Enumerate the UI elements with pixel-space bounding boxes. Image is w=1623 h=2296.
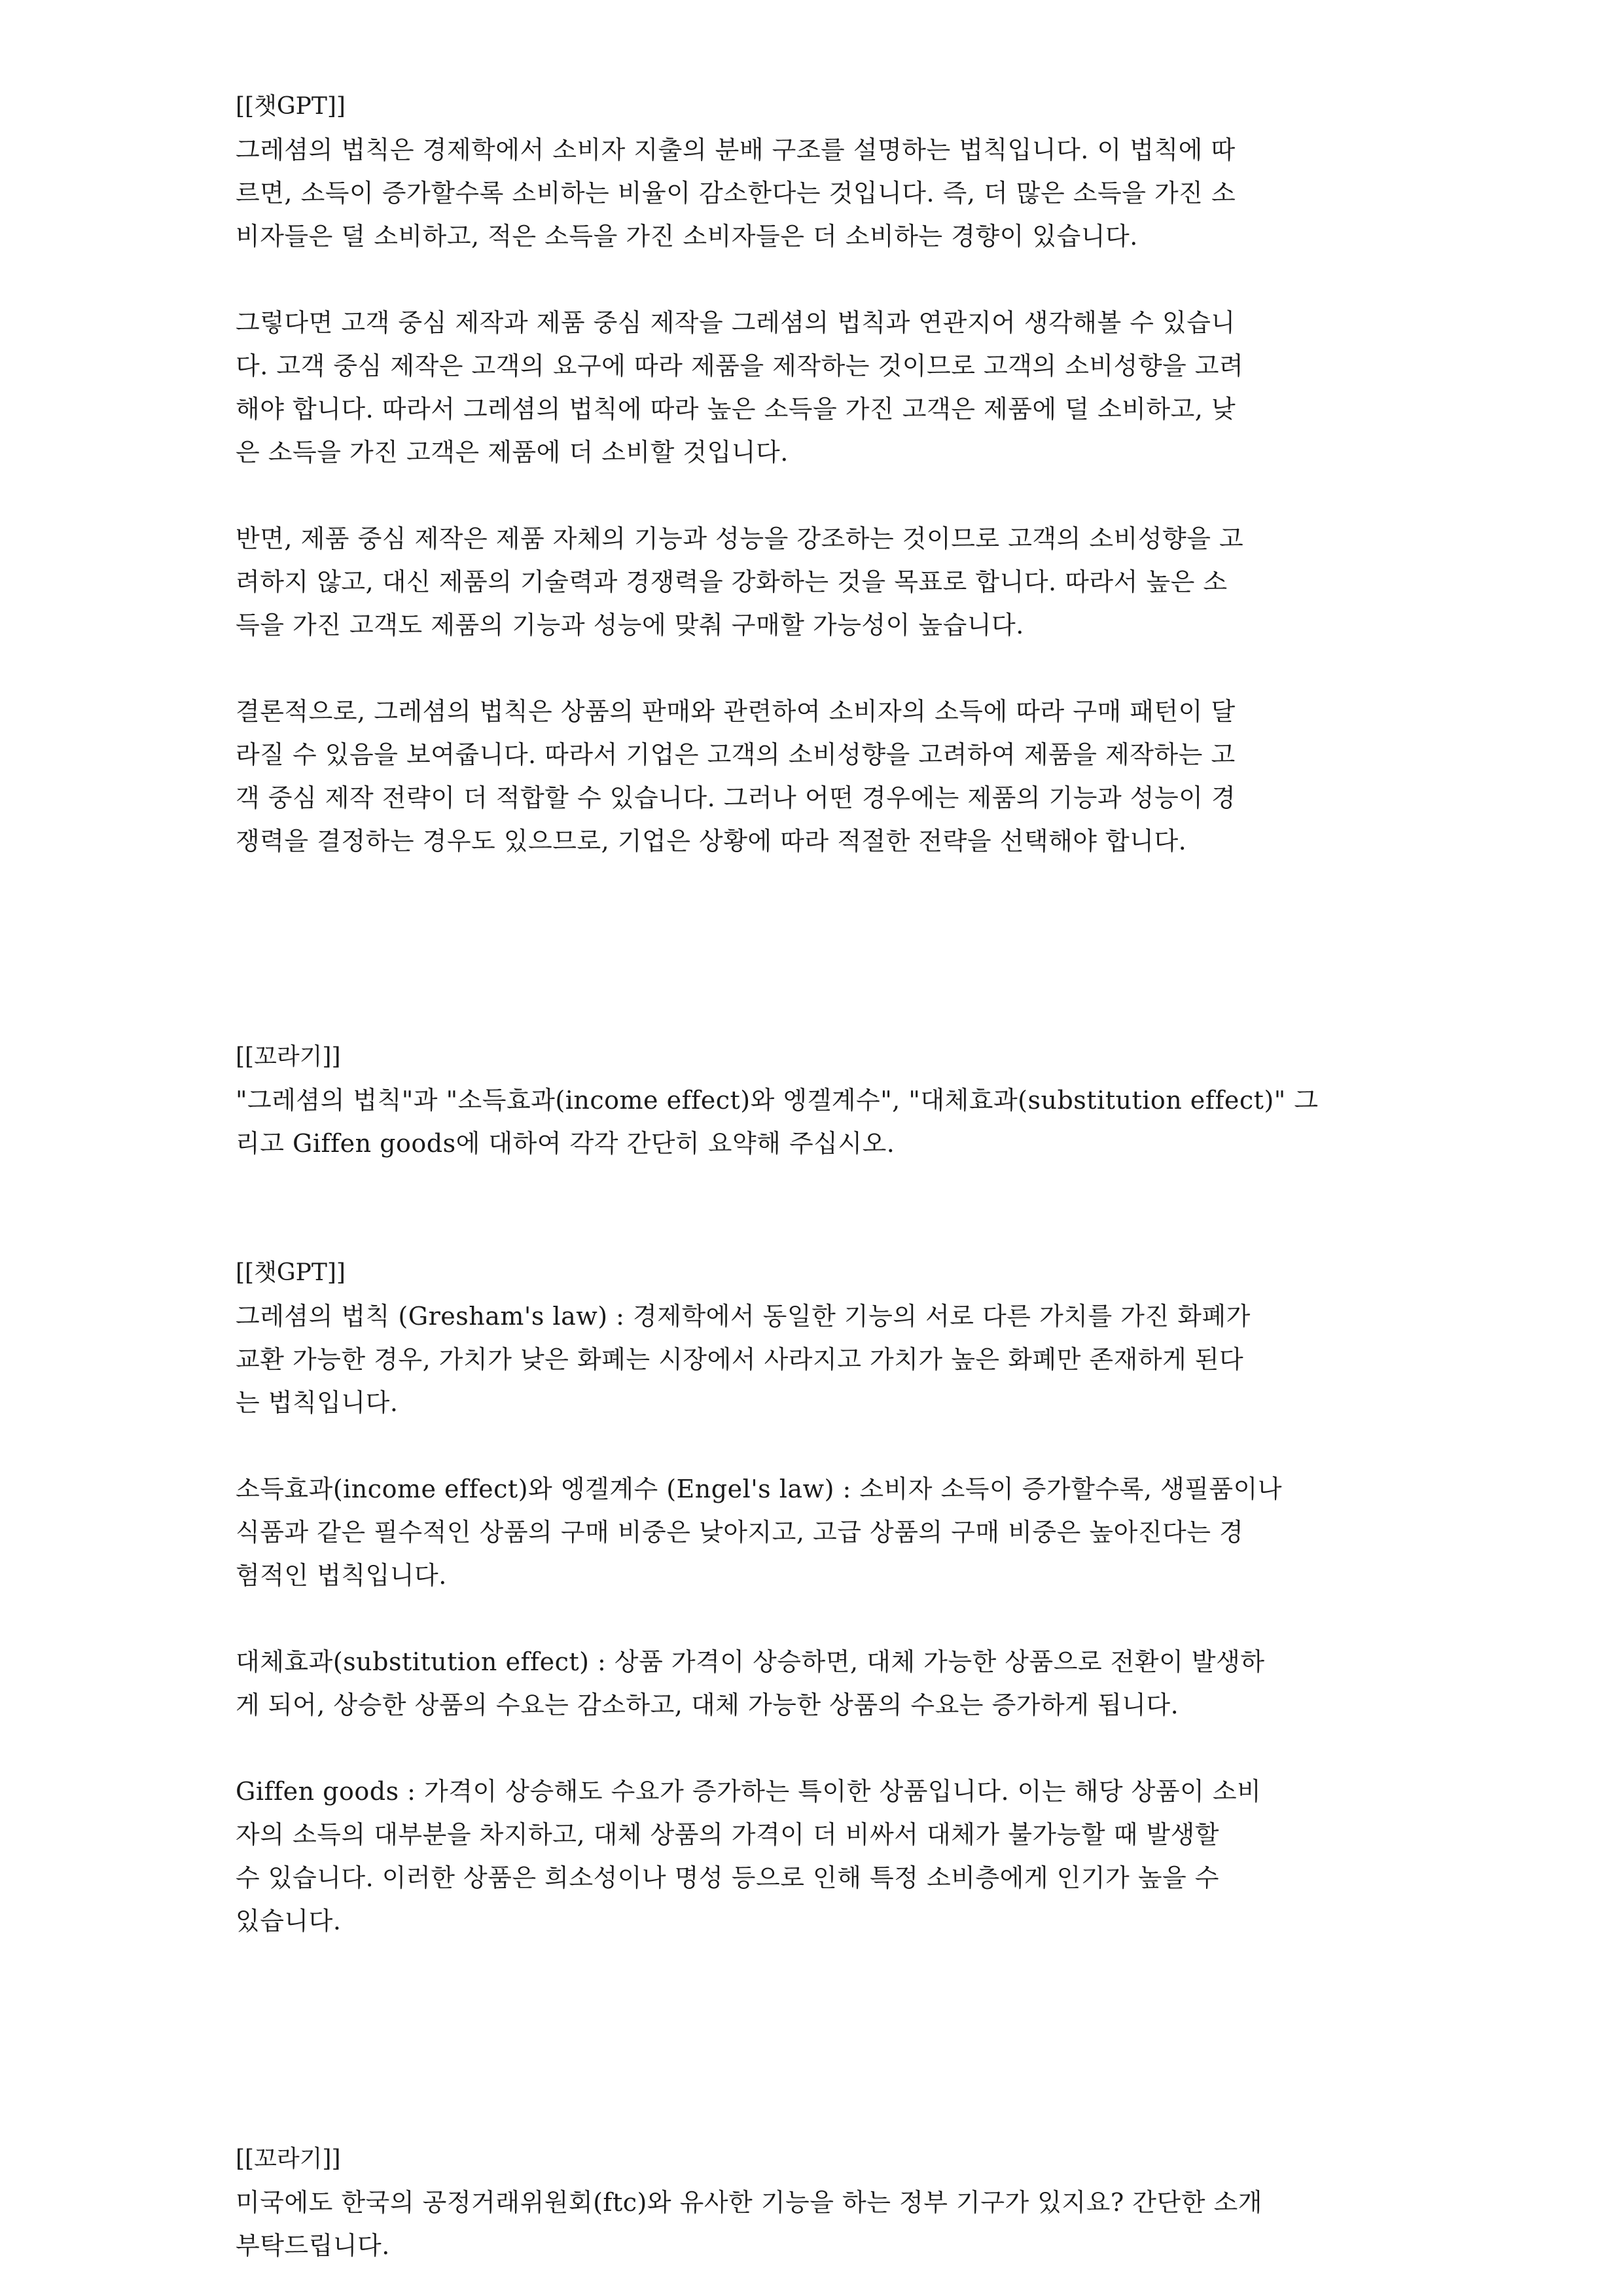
text-line: 소득효과(income effect)와 엥겔계수 (Engel's law) : 소비자 소득이 증가할수록, 생필품이나 [236, 1475, 1283, 1503]
text-line: 그레셤의 법칙은 경제학에서 소비자 지출의 분배 구조를 설명하는 법칙입니다. 이 법칙에 따 [236, 135, 1236, 164]
text-line: 객 중심 제작 전략이 더 적합할 수 있습니다. 그러나 어떤 경우에는 제품의 기능과 성능이 경 [236, 783, 1236, 812]
text-line: "그레셤의 법칙"과 "소득효과(income effect)와 엥겔계수", "대체효과(substitution effect)" 그 [236, 1086, 1319, 1115]
section-chatgpt-2 [236, 1251, 1407, 1424]
section-chatgpt-1 [236, 85, 1407, 128]
text-line: 리고 Giffen goods에 대하여 각각 간단히 요약해 주십시오. [236, 1129, 895, 1158]
text-line: 그렇다면 고객 중심 제작과 제품 중심 제작을 그레셤의 법칙과 연관지어 생각해볼 수 있습니 [236, 308, 1236, 337]
text-line: 반면, 제품 중심 제작은 제품 자체의 기능과 성능을 강조하는 것이므로 고객의 소비성향을 고 [236, 524, 1244, 553]
paragraph [236, 517, 1407, 647]
paragraph [236, 1770, 1407, 1943]
text-line: 해야 합니다. 따라서 그레셤의 법칙에 따라 높은 소득을 가진 고객은 제품에 덜 소비하고, 낮 [236, 395, 1236, 423]
text-line: 결론적으로, 그레셤의 법칙은 상품의 판매와 관련하여 소비자의 소득에 따라 구매 패턴이 달 [236, 697, 1236, 726]
section-user-1 [236, 1035, 1407, 1165]
paragraph [236, 128, 1407, 258]
text-line: 식품과 같은 필수적인 상품의 구매 비중은 낮아지고, 고급 상품의 구매 비중은 높아진다는 경 [236, 1518, 1244, 1547]
paragraph [236, 1640, 1407, 1727]
text-line: Giffen goods : 가격이 상승해도 수요가 증가하는 특이한 상품입니다. 이는 해당 상품이 소비 [236, 1777, 1262, 1806]
text-line: 다. 고객 중심 제작은 고객의 요구에 따라 제품을 제작하는 것이므로 고객의 소비성향을 고려 [236, 351, 1244, 380]
text-line: 교환 가능한 경우, 가치가 낮은 화폐는 시장에서 사라지고 가치가 높은 화폐만 존재하게 된다 [236, 1345, 1244, 1374]
speaker-label: [[챗GPT]] [236, 93, 346, 120]
text-line: 대체효과(substitution effect) : 상품 가격이 상승하면, 대체 가능한 상품으로 전환이 발생하 [236, 1647, 1265, 1676]
section-user-2 [236, 2138, 1407, 2267]
paragraph [236, 690, 1407, 863]
text-line: 쟁력을 결정하는 경우도 있으므로, 기업은 상황에 따라 적절한 전략을 선택해야 합니다. [236, 827, 1187, 855]
text-line: 그레셤의 법칙 (Gresham's law) : 경제학에서 동일한 기능의 서로 다른 가치를 가진 화폐가 [236, 1302, 1251, 1331]
text-line: 려하지 않고, 대신 제품의 기술력과 경쟁력을 강화하는 것을 목표로 합니다. 따라서 높은 소 [236, 567, 1228, 596]
text-line: 라질 수 있음을 보여줍니다. 따라서 기업은 고객의 소비성향을 고려하여 제품을 제작하는 고 [236, 740, 1236, 769]
text-line: 는 법칙입니다. [236, 1388, 399, 1417]
paragraph [236, 1467, 1407, 1597]
text-line: 게 되어, 상승한 상품의 수요는 감소하고, 대체 가능한 상품의 수요는 증가하게 됩니다. [236, 1691, 1179, 1719]
text-line: 있습니다. [236, 1907, 342, 1935]
text-line: 은 소득을 가진 고객은 제품에 더 소비할 것입니다. [236, 438, 789, 467]
text-line: 득을 가진 고객도 제품의 기능과 성능에 맞춰 구매할 가능성이 높습니다. [236, 611, 1024, 639]
text-line: 르면, 소득이 증가할수록 소비하는 비율이 감소한다는 것입니다. 즉, 더 많은 소득을 가진 소 [236, 179, 1236, 207]
speaker-label: [[꼬라기]] [236, 2145, 341, 2172]
text-line: 비자들은 덜 소비하고, 적은 소득을 가진 소비자들은 더 소비하는 경향이 있습니다. [236, 222, 1138, 251]
text-line: 자의 소득의 대부분을 차지하고, 대체 상품의 가격이 더 비싸서 대체가 불가능할 때 발생할 [236, 1820, 1220, 1849]
speaker-label: [[꼬라기]] [236, 1043, 341, 1070]
text-line: 부탁드립니다. [236, 2231, 390, 2260]
text-line: 험적인 법칙입니다. [236, 1561, 447, 1590]
text-line: 수 있습니다. 이러한 상품은 희소성이나 명성 등으로 인해 특정 소비층에게 인기가 높을 수 [236, 1863, 1220, 1892]
text-line: 미국에도 한국의 공정거래위원회(ftc)와 유사한 기능을 하는 정부 기구가 있지요? 간단한 소개 [236, 2188, 1262, 2217]
speaker-label: [[챗GPT]] [236, 1259, 346, 1286]
paragraph [236, 301, 1407, 474]
